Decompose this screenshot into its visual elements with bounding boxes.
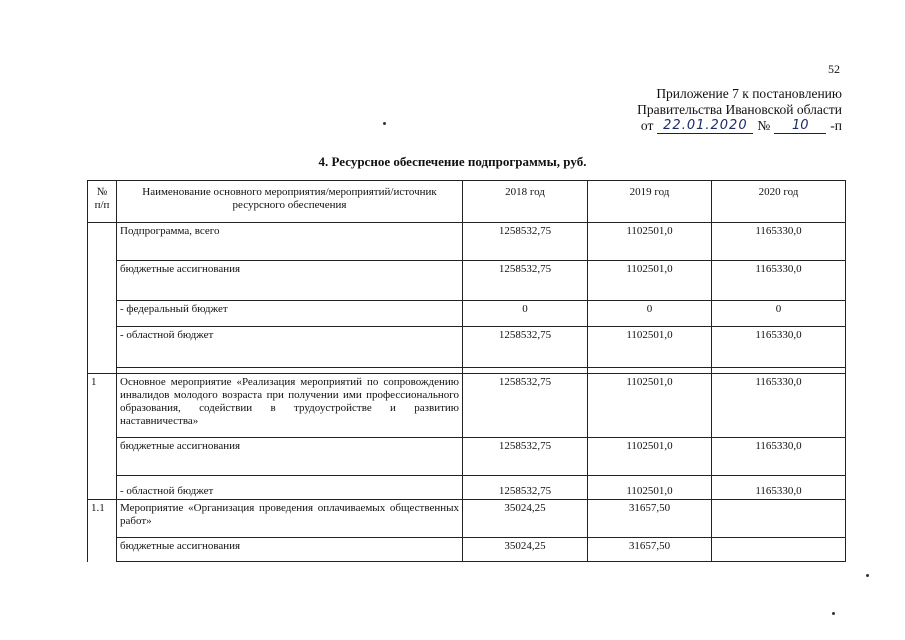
row-num (88, 223, 117, 368)
row-2020: 1165330,0 (712, 476, 846, 500)
section-title: 4. Ресурсное обеспечение подпрограммы, руб. (318, 154, 587, 169)
header-2020: 2020 год (712, 181, 846, 223)
row-2020: 1165330,0 (712, 438, 846, 476)
row-2020 (712, 538, 846, 562)
row-2019: 1102501,0 (588, 327, 712, 368)
header-2019: 2019 год (588, 181, 712, 223)
row-2018: 1258532,75 (463, 261, 588, 301)
header-2018: 2018 год (463, 181, 588, 223)
row-2019: 31657,50 (588, 500, 712, 538)
row-name: Мероприятие «Организация проведения оплачиваемых общественных работ» (117, 500, 463, 538)
row-2020: 0 (712, 301, 846, 327)
table-row (88, 301, 846, 327)
row-2020 (712, 500, 846, 538)
row-2019: 1102501,0 (588, 438, 712, 476)
from-label: от (640, 118, 654, 133)
table-row (88, 327, 846, 368)
table-header-row (88, 181, 846, 223)
row-name: - федеральный бюджет (117, 301, 463, 327)
number-label: № (757, 118, 771, 133)
row-name: бюджетные ассигнования (117, 438, 463, 476)
appendix-line-1: Приложение 7 к постановлению (656, 86, 842, 101)
table-row (88, 374, 846, 438)
handwritten-number: 10 (774, 119, 826, 134)
page-number: 52 (828, 62, 840, 76)
row-2018: 35024,25 (463, 538, 588, 562)
row-name: - областной бюджет (117, 327, 463, 368)
table-row (88, 261, 846, 301)
table-row (88, 476, 846, 500)
row-name: - областной бюджет (117, 476, 463, 500)
row-2018: 35024,25 (463, 500, 588, 538)
row-2018: 0 (463, 301, 588, 327)
resource-table (87, 180, 846, 562)
row-2020: 1165330,0 (712, 261, 846, 301)
decree-date-line (560, 118, 842, 134)
appendix-header (560, 86, 842, 134)
row-name: бюджетные ассигнования (117, 538, 463, 562)
scan-speck (832, 612, 835, 615)
row-2019: 1102501,0 (588, 261, 712, 301)
table-row (88, 538, 846, 562)
row-2019: 1102501,0 (588, 374, 712, 438)
row-2020: 1165330,0 (712, 223, 846, 261)
row-2018: 1258532,75 (463, 476, 588, 500)
scan-speck (383, 122, 386, 125)
appendix-line-2: Правительства Ивановской области (637, 102, 842, 117)
row-name: Основное мероприятие «Реализация мероприятий по сопровождению инвалидов молодого возраста при получении ими профессионального образования, содействии в трудоустройстве и развитию наставничества» (117, 374, 463, 438)
row-2018: 1258532,75 (463, 327, 588, 368)
row-num: 1 (88, 374, 117, 500)
handwritten-date: 22.01.2020 (657, 119, 753, 134)
header-num: № п/п (88, 181, 117, 223)
row-2018: 1258532,75 (463, 374, 588, 438)
row-num: 1.1 (88, 500, 117, 562)
scan-speck (866, 574, 869, 577)
header-name: Наименование основного мероприятия/мероприятий/источник ресурсного обеспечения (117, 181, 463, 223)
table-row (88, 438, 846, 476)
row-2019: 31657,50 (588, 538, 712, 562)
row-2020: 1165330,0 (712, 327, 846, 368)
number-suffix: -п (830, 118, 842, 133)
table-row (88, 500, 846, 538)
row-2018: 1258532,75 (463, 438, 588, 476)
row-name: Подпрограмма, всего (117, 223, 463, 261)
row-name: бюджетные ассигнования (117, 261, 463, 301)
row-2019: 1102501,0 (588, 476, 712, 500)
row-2020: 1165330,0 (712, 374, 846, 438)
row-2018: 1258532,75 (463, 223, 588, 261)
row-2019: 1102501,0 (588, 223, 712, 261)
table-row (88, 223, 846, 261)
row-2019: 0 (588, 301, 712, 327)
